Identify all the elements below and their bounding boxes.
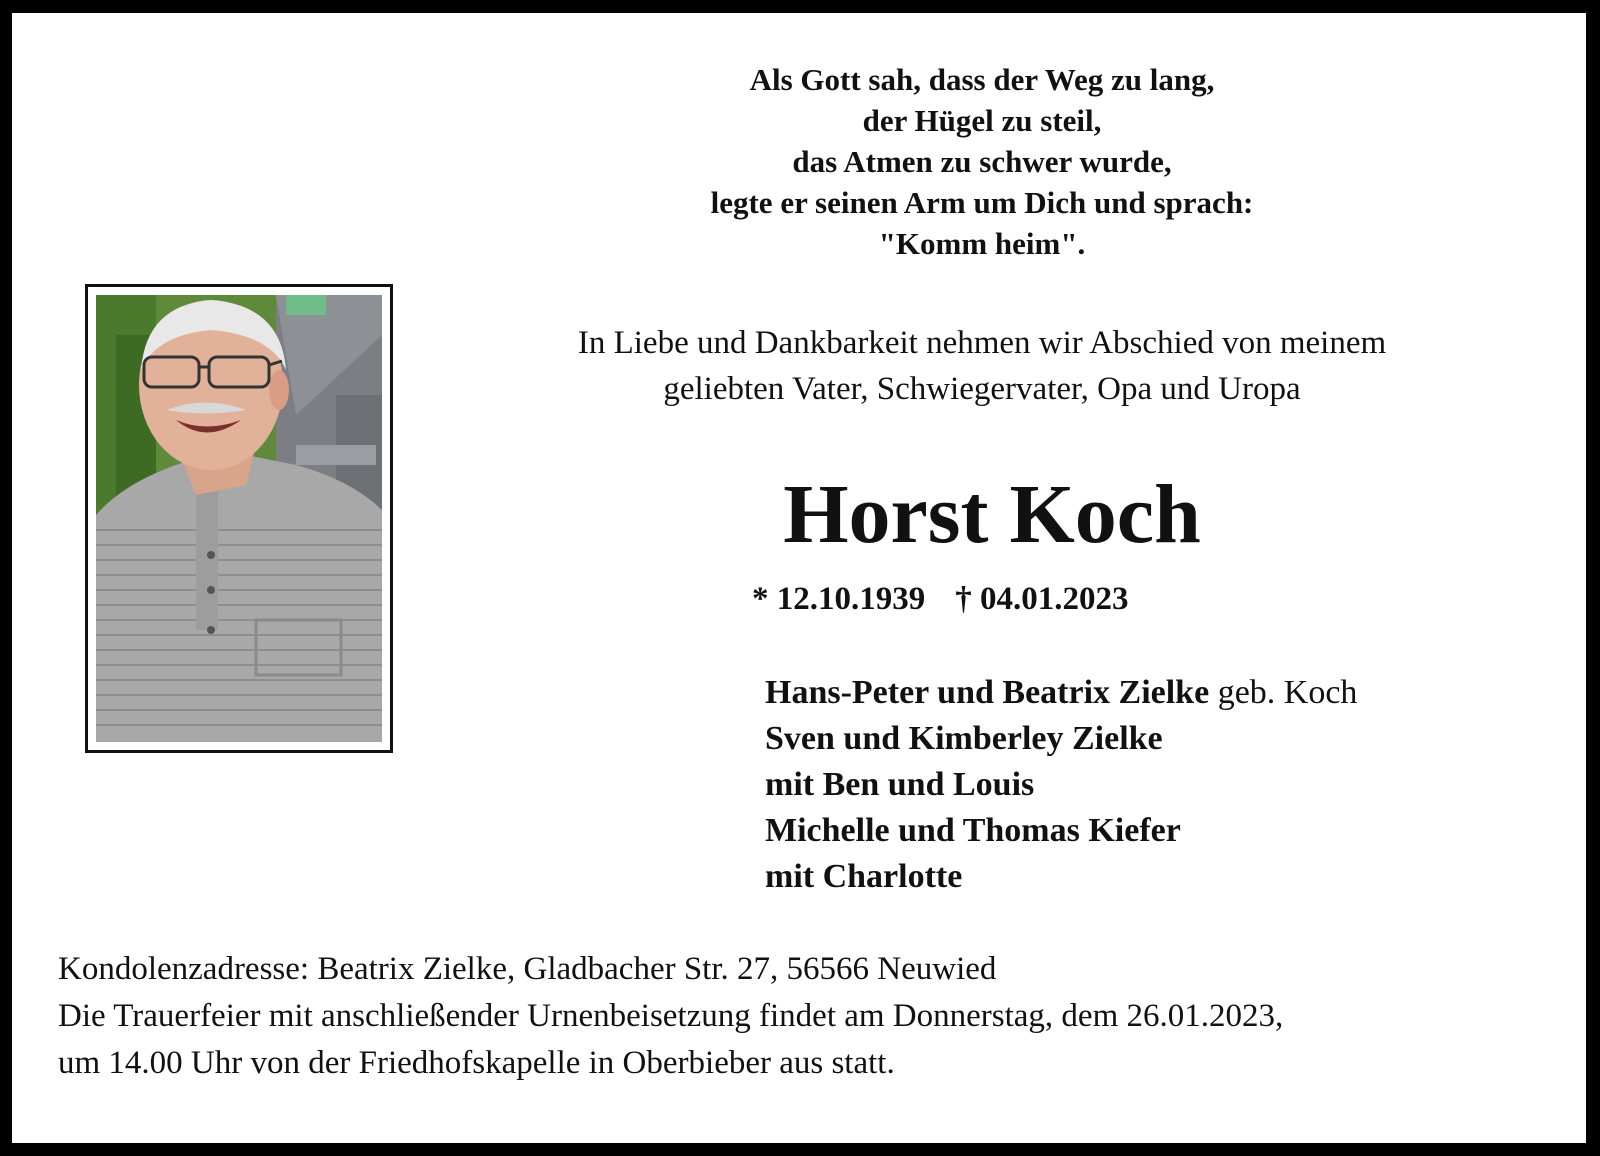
deceased-name: Horst Koch	[783, 468, 1201, 561]
mourner-line	[765, 670, 1357, 716]
portrait-frame	[85, 284, 393, 753]
mourner-line: Michelle und Thomas Kiefer	[765, 812, 1181, 849]
maiden-name: geb. Koch	[1209, 674, 1358, 711]
condolence-address: Kondolenzadresse: Beatrix Zielke, Gladbacher Str. 27, 56566 Neuwied	[58, 951, 997, 987]
birth-date: * 12.10.1939	[752, 581, 926, 617]
life-dates	[752, 579, 1129, 619]
footer-info	[58, 946, 1558, 1087]
ceremony-info: Die Trauerfeier mit anschließender Urnenbeisetzung findet am Donnerstag, dem 26.01.2023,	[58, 998, 1284, 1034]
intro-line: geliebten Vater, Schwiegervater, Opa und Uropa	[663, 371, 1301, 407]
poem-line: "Komm heim".	[878, 226, 1086, 261]
intro-text	[452, 320, 1512, 412]
ceremony-info: um 14.00 Uhr von der Friedhofskapelle in Oberbieber aus statt.	[58, 1045, 895, 1081]
mourner-line: mit Ben und Louis	[765, 766, 1035, 803]
obituary-card	[12, 13, 1586, 1143]
intro-line: In Liebe und Dankbarkeit nehmen wir Abschied von meinem	[577, 325, 1387, 361]
portrait-photo	[96, 295, 382, 742]
poem	[482, 59, 1482, 264]
death-date: † 04.01.2023	[955, 581, 1129, 617]
poem-line: legte er seinen Arm um Dich und sprach:	[710, 185, 1254, 220]
poem-line: der Hügel zu steil,	[862, 103, 1102, 138]
mourners-list	[765, 670, 1357, 900]
poem-line: Als Gott sah, dass der Weg zu lang,	[749, 62, 1215, 97]
mourner-names: Hans-Peter und Beatrix Zielke	[765, 674, 1210, 711]
mourner-line: mit Charlotte	[765, 858, 963, 895]
mourner-line: Sven und Kimberley Zielke	[765, 720, 1163, 757]
poem-line: das Atmen zu schwer wurde,	[792, 144, 1172, 179]
